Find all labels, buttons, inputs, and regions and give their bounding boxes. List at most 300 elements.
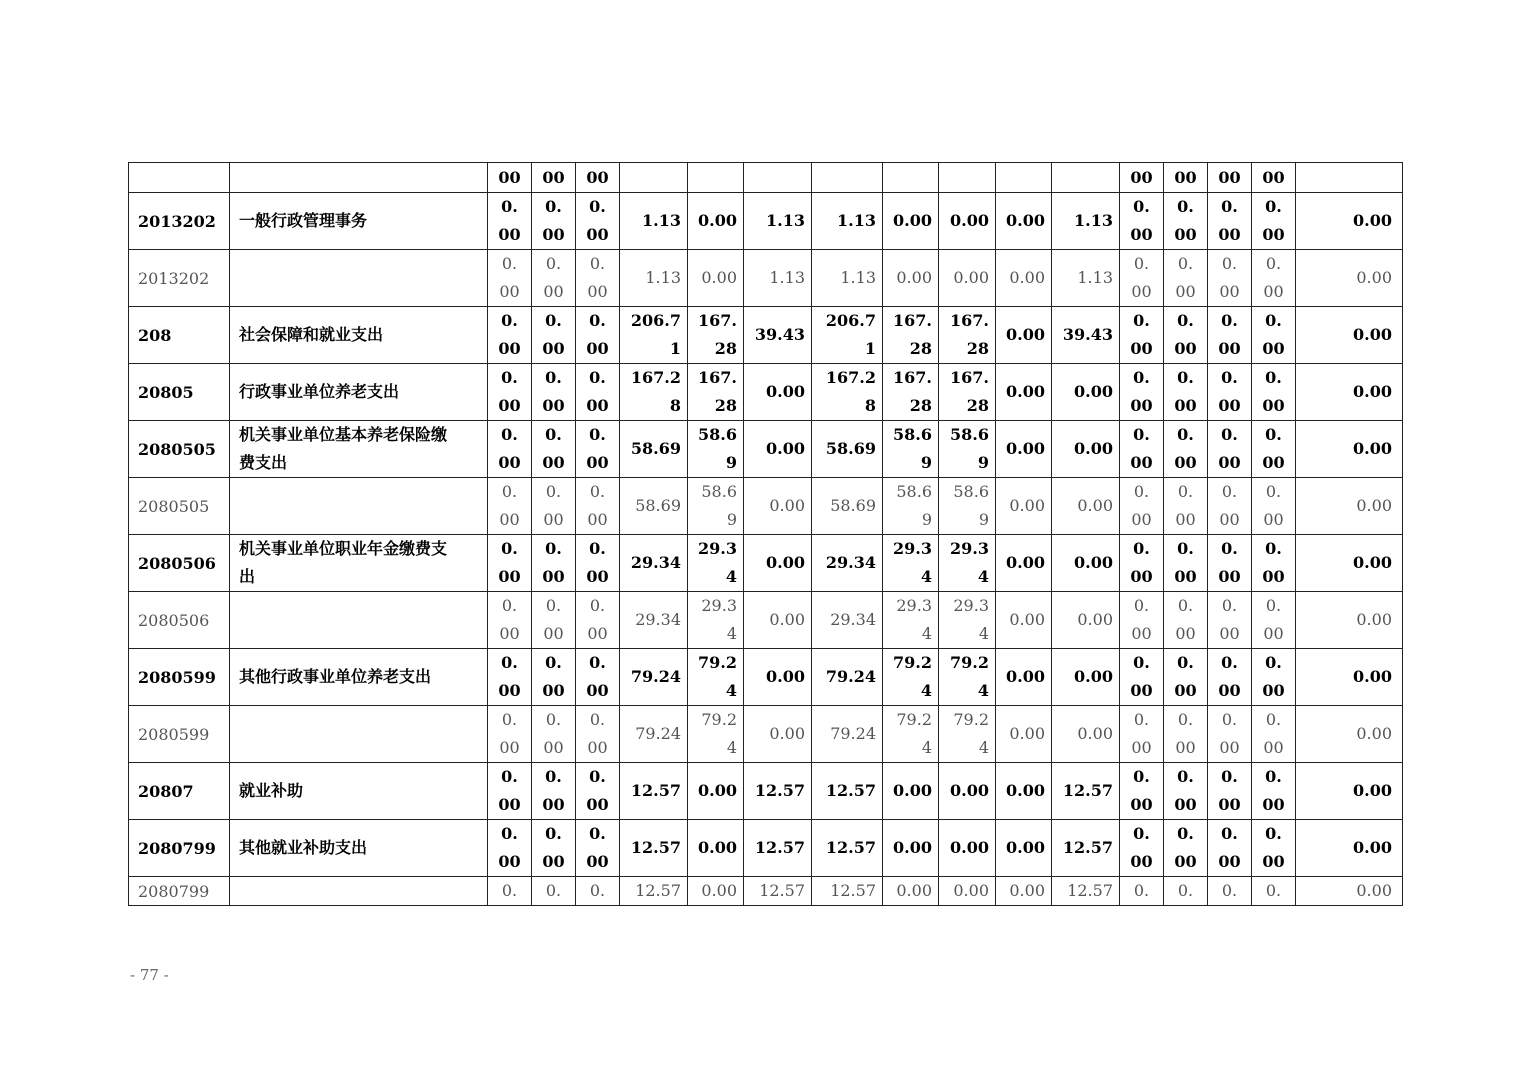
amount-cell — [1296, 193, 1403, 250]
amount-cell — [1052, 820, 1120, 877]
page-number: - 77 - — [130, 966, 169, 984]
amount-line: 28 — [909, 339, 932, 358]
amount-line: 58.6 — [893, 425, 932, 444]
amount-line: 0.00 — [1074, 439, 1113, 458]
amount-line: 0. — [545, 710, 562, 729]
amount-line: 1.13 — [1074, 211, 1113, 230]
amount-cell — [620, 820, 688, 877]
amount-line: 00 — [1174, 167, 1197, 187]
amount-cell — [1296, 535, 1403, 592]
amount-line: 00 — [1130, 852, 1153, 871]
amount-cell — [1164, 763, 1208, 820]
amount-line: 0.00 — [1074, 382, 1113, 401]
amount-line: 4 — [726, 738, 737, 757]
amount-line: 0. — [589, 824, 606, 843]
amount-line: 0.00 — [698, 781, 737, 800]
budget-expenditure-table — [128, 162, 1403, 906]
amount-line: 00 — [498, 453, 521, 472]
amount-line: 39.43 — [754, 325, 805, 344]
amount-cell — [1208, 307, 1252, 364]
amount-line: 0. — [1177, 254, 1194, 273]
amount-line: 00 — [498, 681, 521, 700]
amount-line: 0. — [589, 197, 606, 216]
amount-cell — [883, 421, 939, 478]
subject-name-line: 其他就业补助支出 — [239, 838, 368, 857]
amount-line: 0. — [1265, 368, 1282, 387]
amount-cell — [883, 649, 939, 706]
amount-line: 00 — [586, 167, 609, 187]
amount-cell — [688, 193, 744, 250]
amount-line: 00 — [498, 396, 521, 415]
amount-cell — [1296, 649, 1403, 706]
amount-line: 00 — [587, 624, 608, 643]
amount-cell — [812, 364, 883, 421]
amount-cell — [939, 250, 996, 307]
amount-line: 00 — [1130, 167, 1153, 187]
amount-cell — [883, 250, 939, 307]
amount-line: 0. — [545, 197, 562, 216]
amount-cell — [688, 649, 744, 706]
amount-cell — [488, 421, 532, 478]
amount-line: 00 — [543, 738, 564, 757]
subject-code-cell: 208 — [129, 307, 230, 364]
amount-cell — [883, 820, 939, 877]
amount-line: 167. — [698, 368, 737, 387]
amount-cell — [688, 421, 744, 478]
amount-line: 1.13 — [645, 268, 681, 287]
amount-cell — [939, 706, 996, 763]
amount-cell — [1052, 478, 1120, 535]
amount-line: 29.34 — [635, 610, 681, 629]
amount-line: 0. — [589, 425, 606, 444]
amount-line: 0.00 — [1077, 610, 1113, 629]
amount-line: 0.00 — [1006, 325, 1045, 344]
amount-cell — [488, 877, 532, 906]
amount-line: 0.00 — [701, 268, 737, 287]
amount-line: 0. — [545, 824, 562, 843]
amount-line: 9 — [978, 510, 989, 529]
amount-line: 00 — [1130, 453, 1153, 472]
subject-name-cell — [230, 820, 488, 877]
amount-cell — [1296, 706, 1403, 763]
amount-line: 00 — [542, 567, 565, 586]
amount-cell — [1208, 163, 1252, 193]
amount-cell — [576, 364, 620, 421]
amount-cell — [1208, 250, 1252, 307]
subject-code-cell: 2080799 — [129, 820, 230, 877]
amount-cell — [488, 478, 532, 535]
amount-line: 00 — [1175, 624, 1196, 643]
amount-line: 4 — [921, 624, 932, 643]
amount-cell — [996, 820, 1052, 877]
amount-line: 79.2 — [701, 710, 737, 729]
subject-code-cell — [129, 163, 230, 193]
amount-line: 1.13 — [1077, 268, 1113, 287]
amount-cell — [1296, 877, 1403, 906]
amount-cell — [1252, 364, 1296, 421]
amount-line: 0.00 — [1353, 667, 1392, 686]
amount-line: 12.57 — [754, 781, 805, 800]
amount-cell — [883, 763, 939, 820]
amount-line: 0. — [589, 653, 606, 672]
table-row — [129, 820, 1403, 877]
amount-line: 12.57 — [630, 781, 681, 800]
amount-line: 58.69 — [825, 439, 876, 458]
amount-cell — [620, 250, 688, 307]
amount-line: 0. — [501, 197, 518, 216]
amount-line: 0. — [1221, 254, 1238, 273]
amount-line: 29.34 — [830, 610, 876, 629]
amount-line: 00 — [586, 225, 609, 244]
amount-line: 0. — [1177, 482, 1194, 501]
amount-cell — [939, 193, 996, 250]
amount-line: 0. — [545, 596, 562, 615]
amount-cell — [488, 193, 532, 250]
amount-line: 00 — [1263, 738, 1284, 757]
amount-line: 0. — [501, 368, 518, 387]
amount-line: 0. — [1133, 482, 1150, 501]
amount-line: 00 — [1174, 339, 1197, 358]
amount-line: 0. — [1133, 311, 1150, 330]
amount-line: 0. — [545, 254, 562, 273]
subject-name-cell — [230, 763, 488, 820]
amount-line: 0.00 — [1006, 838, 1045, 857]
amount-line: 0.00 — [1356, 496, 1392, 515]
amount-line: 00 — [1218, 795, 1241, 814]
amount-cell — [1208, 820, 1252, 877]
amount-cell — [1208, 535, 1252, 592]
amount-line: 00 — [1262, 167, 1285, 187]
amount-line: 28 — [966, 339, 989, 358]
amount-cell — [883, 364, 939, 421]
amount-line: 0. — [1265, 311, 1282, 330]
amount-cell — [939, 478, 996, 535]
amount-cell — [688, 592, 744, 649]
amount-line: 0. — [1133, 653, 1150, 672]
subject-name-line: 机关事业单位职业年金缴费支 — [239, 539, 448, 558]
amount-cell — [532, 250, 576, 307]
amount-cell — [1208, 649, 1252, 706]
amount-line: 1.13 — [766, 211, 805, 230]
table-row — [129, 763, 1403, 820]
amount-cell — [812, 706, 883, 763]
amount-line: 00 — [1262, 339, 1285, 358]
amount-line: 00 — [1218, 225, 1241, 244]
amount-line: 28 — [714, 339, 737, 358]
amount-cell — [576, 250, 620, 307]
amount-cell — [576, 535, 620, 592]
amount-cell — [620, 421, 688, 478]
amount-line: 4 — [725, 681, 737, 700]
amount-line: 0. — [589, 254, 606, 273]
amount-cell — [883, 535, 939, 592]
amount-line: 0. — [1265, 596, 1282, 615]
amount-cell — [1164, 535, 1208, 592]
amount-cell — [1120, 763, 1164, 820]
amount-cell — [812, 763, 883, 820]
amount-line: 00 — [1175, 510, 1196, 529]
amount-cell — [1164, 250, 1208, 307]
amount-line: 0. — [1265, 425, 1282, 444]
amount-line: 29.3 — [893, 539, 932, 558]
amount-cell — [812, 250, 883, 307]
amount-cell — [1120, 421, 1164, 478]
amount-line: 12.57 — [1062, 838, 1113, 857]
amount-line: 0.00 — [1353, 211, 1392, 230]
amount-line: 00 — [498, 167, 521, 187]
amount-line: 0.00 — [953, 268, 989, 287]
amount-cell — [1120, 706, 1164, 763]
amount-line: 29.3 — [698, 539, 737, 558]
amount-line: 0. — [1221, 368, 1238, 387]
amount-line: 0. — [501, 311, 518, 330]
amount-line: 206.7 — [825, 311, 876, 330]
amount-line: 79.2 — [953, 710, 989, 729]
amount-cell — [488, 307, 532, 364]
amount-cell — [1164, 877, 1208, 906]
table-row — [129, 250, 1403, 307]
amount-cell — [744, 307, 812, 364]
amount-line: 28 — [966, 396, 989, 415]
amount-cell — [812, 163, 883, 193]
amount-line: 0. — [1221, 425, 1238, 444]
amount-line: 12.57 — [825, 838, 876, 857]
amount-cell — [1052, 535, 1120, 592]
amount-line: 00 — [499, 624, 520, 643]
amount-line: 00 — [1219, 624, 1240, 643]
amount-line: 12.57 — [754, 838, 805, 857]
amount-cell — [532, 706, 576, 763]
subject-name-line: 社会保障和就业支出 — [239, 325, 384, 344]
amount-cell — [688, 163, 744, 193]
amount-line: 28 — [714, 396, 737, 415]
amount-cell — [620, 649, 688, 706]
amount-line: 0. — [1177, 197, 1194, 216]
amount-line: 00 — [1174, 453, 1197, 472]
amount-line: 167. — [950, 311, 989, 330]
amount-line: 29.34 — [630, 553, 681, 572]
amount-cell — [1252, 592, 1296, 649]
amount-cell — [620, 364, 688, 421]
amount-cell — [1296, 250, 1403, 307]
amount-cell — [744, 364, 812, 421]
amount-line: 0. — [1221, 881, 1238, 900]
subject-name-cell — [230, 193, 488, 250]
amount-cell — [939, 421, 996, 478]
amount-cell — [996, 364, 1052, 421]
amount-cell — [620, 877, 688, 906]
amount-cell — [576, 706, 620, 763]
amount-line: 79.24 — [825, 667, 876, 686]
amount-cell — [939, 877, 996, 906]
amount-line: 4 — [726, 624, 737, 643]
amount-cell — [1052, 421, 1120, 478]
subject-code-cell: 2080505 — [129, 478, 230, 535]
amount-line: 1.13 — [840, 268, 876, 287]
amount-line: 00 — [1174, 681, 1197, 700]
amount-line: 00 — [1218, 167, 1241, 187]
amount-cell — [688, 364, 744, 421]
amount-cell — [620, 193, 688, 250]
amount-cell — [576, 877, 620, 906]
table-row — [129, 706, 1403, 763]
amount-cell — [883, 193, 939, 250]
amount-line: 00 — [542, 852, 565, 871]
amount-line: 0.00 — [1006, 382, 1045, 401]
amount-line: 00 — [499, 738, 520, 757]
amount-cell — [1296, 478, 1403, 535]
amount-line: 206.7 — [630, 311, 681, 330]
amount-line: 00 — [542, 681, 565, 700]
amount-cell — [488, 763, 532, 820]
amount-line: 00 — [1130, 339, 1153, 358]
amount-line: 0. — [501, 539, 518, 558]
amount-line: 00 — [586, 795, 609, 814]
amount-line: 00 — [1174, 396, 1197, 415]
amount-line: 29.3 — [701, 596, 737, 615]
amount-line: 8 — [864, 396, 876, 415]
amount-line: 29.34 — [825, 553, 876, 572]
amount-line: 00 — [587, 738, 608, 757]
amount-line: 79.2 — [896, 710, 932, 729]
subject-code-cell: 2080505 — [129, 421, 230, 478]
amount-cell — [1052, 592, 1120, 649]
amount-line: 00 — [498, 795, 521, 814]
amount-line: 00 — [1218, 852, 1241, 871]
amount-line: 0.00 — [953, 881, 989, 900]
amount-line: 00 — [1131, 510, 1152, 529]
amount-line: 4 — [920, 567, 932, 586]
amount-line: 0. — [1265, 539, 1282, 558]
amount-line: 79.2 — [893, 653, 932, 672]
amount-cell — [1164, 820, 1208, 877]
amount-cell — [488, 592, 532, 649]
amount-line: 0. — [1265, 767, 1282, 786]
amount-line: 00 — [586, 339, 609, 358]
table-row — [129, 649, 1403, 706]
amount-cell — [688, 250, 744, 307]
amount-line: 0.00 — [1074, 553, 1113, 572]
amount-line: 00 — [1219, 510, 1240, 529]
amount-cell — [576, 763, 620, 820]
amount-line: 00 — [1262, 567, 1285, 586]
table-row — [129, 478, 1403, 535]
amount-line: 0.00 — [893, 838, 932, 857]
amount-cell — [812, 478, 883, 535]
subject-name-cell — [230, 364, 488, 421]
amount-line: 0.00 — [1353, 439, 1392, 458]
amount-cell — [1052, 163, 1120, 193]
amount-line: 00 — [542, 453, 565, 472]
amount-cell — [1208, 592, 1252, 649]
amount-cell — [532, 364, 576, 421]
amount-line: 0.00 — [1006, 211, 1045, 230]
amount-cell — [744, 877, 812, 906]
amount-line: 0. — [1177, 767, 1194, 786]
subject-name-line: 一般行政管理事务 — [239, 211, 368, 230]
subject-name-cell — [230, 307, 488, 364]
amount-line: 0.00 — [1353, 838, 1392, 857]
amount-line: 0. — [1177, 653, 1194, 672]
amount-cell — [1296, 763, 1403, 820]
subject-code-cell: 2013202 — [129, 193, 230, 250]
amount-cell — [996, 478, 1052, 535]
amount-line: 00 — [586, 567, 609, 586]
amount-cell — [1296, 820, 1403, 877]
amount-cell — [688, 763, 744, 820]
amount-cell — [939, 763, 996, 820]
amount-line: 58.6 — [950, 425, 989, 444]
amount-line: 167.2 — [630, 368, 681, 387]
amount-cell — [620, 307, 688, 364]
subject-name-line: 行政事业单位养老支出 — [239, 382, 400, 401]
amount-line: 0.00 — [1009, 496, 1045, 515]
subject-name-line: 其他行政事业单位养老支出 — [239, 667, 432, 686]
amount-line: 8 — [669, 396, 681, 415]
amount-line: 0.00 — [950, 781, 989, 800]
amount-cell — [812, 193, 883, 250]
amount-line: 0. — [1177, 425, 1194, 444]
amount-cell — [1164, 307, 1208, 364]
amount-line: 58.69 — [635, 496, 681, 515]
amount-line: 0.00 — [769, 496, 805, 515]
amount-cell — [1252, 163, 1296, 193]
amount-cell — [1164, 592, 1208, 649]
amount-line: 00 — [498, 339, 521, 358]
amount-line: 00 — [1130, 396, 1153, 415]
amount-line: 4 — [977, 567, 989, 586]
amount-line: 0. — [1133, 710, 1150, 729]
amount-cell — [883, 307, 939, 364]
amount-line: 0.00 — [769, 610, 805, 629]
amount-line: 4 — [920, 681, 932, 700]
amount-line: 79.24 — [830, 724, 876, 743]
amount-cell — [1052, 364, 1120, 421]
amount-line: 9 — [977, 453, 989, 472]
amount-line: 1.13 — [837, 211, 876, 230]
amount-cell — [996, 763, 1052, 820]
amount-line: 0.00 — [1353, 553, 1392, 572]
amount-cell — [996, 592, 1052, 649]
amount-line: 0. — [589, 482, 606, 501]
amount-line: 0. — [1177, 710, 1194, 729]
amount-cell — [1252, 307, 1296, 364]
amount-line: 0. — [1133, 824, 1150, 843]
amount-cell — [688, 877, 744, 906]
amount-line: 0.00 — [1353, 781, 1392, 800]
amount-cell — [488, 535, 532, 592]
amount-line: 0. — [501, 254, 518, 273]
amount-cell — [688, 307, 744, 364]
amount-line: 58.69 — [830, 496, 876, 515]
amount-line: 0.00 — [1006, 781, 1045, 800]
amount-line: 4 — [978, 624, 989, 643]
amount-cell — [1164, 421, 1208, 478]
subject-code-cell: 2080799 — [129, 877, 230, 906]
amount-line: 00 — [1263, 282, 1284, 301]
amount-line: 00 — [1130, 225, 1153, 244]
amount-line: 1 — [669, 339, 681, 358]
amount-line: 0. — [1177, 881, 1194, 900]
amount-cell — [576, 307, 620, 364]
amount-cell — [1296, 307, 1403, 364]
amount-line: 0. — [545, 539, 562, 558]
amount-line: 0. — [1221, 824, 1238, 843]
amount-cell — [1120, 163, 1164, 193]
amount-line: 0. — [1221, 539, 1238, 558]
amount-line: 00 — [542, 795, 565, 814]
amount-cell — [1120, 820, 1164, 877]
